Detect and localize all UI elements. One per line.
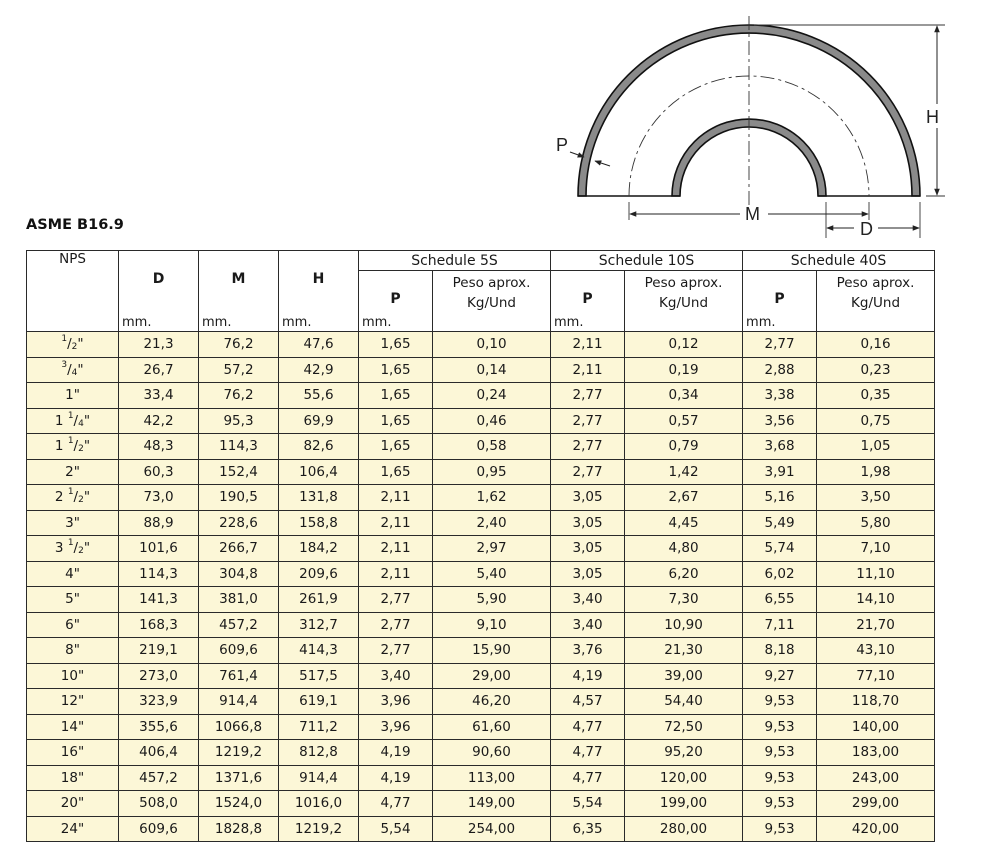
cell-p-10s: 4,77 [551, 765, 625, 791]
cell-weight-40s: 11,10 [817, 561, 935, 587]
table-row [27, 383, 935, 409]
cell-weight-10s: 0,19 [625, 357, 743, 383]
cell-weight-5s: 0,14 [433, 357, 551, 383]
cell-h: 184,2 [279, 536, 359, 562]
cell-weight-10s: 0,34 [625, 383, 743, 409]
cell-weight-10s: 1,42 [625, 459, 743, 485]
cell-h: 209,6 [279, 561, 359, 587]
cell-m: 1524,0 [199, 791, 279, 817]
cell-d: 33,4 [119, 383, 199, 409]
cell-weight-10s: 39,00 [625, 663, 743, 689]
cell-m: 57,2 [199, 357, 279, 383]
cell-p-40s: 5,74 [743, 536, 817, 562]
cell-p-5s: 2,11 [359, 536, 433, 562]
cell-p-10s: 3,05 [551, 561, 625, 587]
cell-m: 152,4 [199, 459, 279, 485]
cell-m: 76,2 [199, 332, 279, 358]
cell-d: 141,3 [119, 587, 199, 613]
table-row [27, 408, 935, 434]
cell-p-5s: 1,65 [359, 408, 433, 434]
cell-p-5s: 1,65 [359, 459, 433, 485]
cell-nps: 1 $^1$/4" [27, 408, 119, 434]
table-row [27, 740, 935, 766]
cell-m: 1219,2 [199, 740, 279, 766]
cell-h: 914,4 [279, 765, 359, 791]
cell-m: 1066,8 [199, 714, 279, 740]
dimension-d-label: D [860, 219, 873, 239]
cell-m: 76,2 [199, 383, 279, 409]
cell-d: 168,3 [119, 612, 199, 638]
cell-p-10s: 2,77 [551, 408, 625, 434]
cell-p-10s: 4,19 [551, 663, 625, 689]
cell-h: 812,8 [279, 740, 359, 766]
cell-p-40s: 7,11 [743, 612, 817, 638]
cell-m: 457,2 [199, 612, 279, 638]
dimension-h-label: H [926, 107, 939, 127]
cell-weight-5s: 29,00 [433, 663, 551, 689]
cell-p-10s: 2,77 [551, 459, 625, 485]
cell-weight-5s: 61,60 [433, 714, 551, 740]
cell-p-5s: 3,40 [359, 663, 433, 689]
cell-p-40s: 9,53 [743, 689, 817, 715]
cell-h: 261,9 [279, 587, 359, 613]
cell-p-5s: 2,77 [359, 612, 433, 638]
cell-nps: 2 $^1$/2" [27, 485, 119, 511]
cell-nps: 6" [27, 612, 119, 638]
cell-weight-10s: 72,50 [625, 714, 743, 740]
cell-weight-10s: 21,30 [625, 638, 743, 664]
cell-m: 1828,8 [199, 816, 279, 842]
cell-p-5s: 1,65 [359, 332, 433, 358]
table-row [27, 612, 935, 638]
table-row [27, 434, 935, 460]
cell-p-40s: 9,53 [743, 791, 817, 817]
cell-d: 42,2 [119, 408, 199, 434]
cell-weight-10s: 0,79 [625, 434, 743, 460]
cell-m: 1371,6 [199, 765, 279, 791]
cell-p-10s: 5,54 [551, 791, 625, 817]
cell-p-40s: 5,16 [743, 485, 817, 511]
cell-weight-10s: 199,00 [625, 791, 743, 817]
cell-p-10s: 2,77 [551, 434, 625, 460]
cell-weight-10s: 95,20 [625, 740, 743, 766]
standard-title: ASME B16.9 [26, 217, 124, 233]
cell-p-5s: 4,19 [359, 740, 433, 766]
cell-nps: 20" [27, 791, 119, 817]
cell-weight-40s: 0,16 [817, 332, 935, 358]
cell-p-40s: 2,88 [743, 357, 817, 383]
cell-p-5s: 1,65 [359, 383, 433, 409]
cell-h: 158,8 [279, 510, 359, 536]
cell-p-40s: 9,53 [743, 816, 817, 842]
cell-nps: 2" [27, 459, 119, 485]
cell-nps: 8" [27, 638, 119, 664]
cell-nps: 3" [27, 510, 119, 536]
cell-weight-10s: 6,20 [625, 561, 743, 587]
cell-p-5s: 2,11 [359, 485, 433, 511]
cell-p-5s: 2,77 [359, 587, 433, 613]
cell-d: 48,3 [119, 434, 199, 460]
cell-weight-40s: 299,00 [817, 791, 935, 817]
header-p-5s: P mm. [359, 271, 433, 332]
dimension-table [26, 250, 935, 842]
cell-m: 914,4 [199, 689, 279, 715]
cell-p-40s: 5,49 [743, 510, 817, 536]
cell-p-40s: 3,68 [743, 434, 817, 460]
cell-nps: 12" [27, 689, 119, 715]
header-nps: NPS [27, 251, 119, 332]
cell-weight-40s: 420,00 [817, 816, 935, 842]
cell-weight-5s: 9,10 [433, 612, 551, 638]
cell-d: 101,6 [119, 536, 199, 562]
table-row [27, 459, 935, 485]
cell-weight-40s: 3,50 [817, 485, 935, 511]
cell-h: 619,1 [279, 689, 359, 715]
cell-nps: $^1$/2" [27, 332, 119, 358]
cell-p-5s: 4,19 [359, 765, 433, 791]
cell-weight-5s: 2,40 [433, 510, 551, 536]
cell-h: 414,3 [279, 638, 359, 664]
cell-weight-5s: 0,46 [433, 408, 551, 434]
cell-p-5s: 5,54 [359, 816, 433, 842]
cell-weight-10s: 7,30 [625, 587, 743, 613]
cell-d: 26,7 [119, 357, 199, 383]
cell-weight-10s: 4,80 [625, 536, 743, 562]
table-row [27, 714, 935, 740]
cell-weight-5s: 5,90 [433, 587, 551, 613]
cell-weight-10s: 120,00 [625, 765, 743, 791]
cell-h: 47,6 [279, 332, 359, 358]
cell-p-10s: 3,05 [551, 510, 625, 536]
cell-m: 190,5 [199, 485, 279, 511]
cell-weight-5s: 0,24 [433, 383, 551, 409]
cell-p-5s: 2,77 [359, 638, 433, 664]
cell-h: 82,6 [279, 434, 359, 460]
cell-d: 406,4 [119, 740, 199, 766]
table-row [27, 485, 935, 511]
cell-m: 114,3 [199, 434, 279, 460]
cell-h: 55,6 [279, 383, 359, 409]
cell-nps: 1" [27, 383, 119, 409]
cell-weight-5s: 90,60 [433, 740, 551, 766]
cell-nps: 1 $^1$/2" [27, 434, 119, 460]
cell-p-5s: 3,96 [359, 714, 433, 740]
cell-weight-10s: 280,00 [625, 816, 743, 842]
cell-p-40s: 9,27 [743, 663, 817, 689]
cell-d: 323,9 [119, 689, 199, 715]
cell-d: 355,6 [119, 714, 199, 740]
header-m: M mm. [199, 251, 279, 332]
cell-d: 219,1 [119, 638, 199, 664]
cell-m: 304,8 [199, 561, 279, 587]
return-bend-diagram [540, 6, 995, 242]
header-weight-5s: Peso aprox. Kg/Und [433, 271, 551, 332]
table-row [27, 587, 935, 613]
table-row [27, 791, 935, 817]
cell-weight-40s: 0,35 [817, 383, 935, 409]
cell-weight-10s: 0,12 [625, 332, 743, 358]
cell-weight-5s: 15,90 [433, 638, 551, 664]
table-row [27, 510, 935, 536]
cell-weight-5s: 5,40 [433, 561, 551, 587]
header-p-40s: P mm. [743, 271, 817, 332]
cell-p-5s: 2,11 [359, 510, 433, 536]
cell-weight-40s: 140,00 [817, 714, 935, 740]
cell-p-10s: 2,77 [551, 383, 625, 409]
cell-h: 711,2 [279, 714, 359, 740]
cell-weight-40s: 7,10 [817, 536, 935, 562]
table-body [27, 332, 935, 842]
cell-p-10s: 2,11 [551, 332, 625, 358]
cell-nps: 24" [27, 816, 119, 842]
table-row [27, 332, 935, 358]
cell-d: 60,3 [119, 459, 199, 485]
dimension-p-label: P [556, 135, 569, 155]
cell-weight-40s: 183,00 [817, 740, 935, 766]
cell-d: 73,0 [119, 485, 199, 511]
cell-d: 609,6 [119, 816, 199, 842]
cell-weight-40s: 77,10 [817, 663, 935, 689]
cell-weight-10s: 4,45 [625, 510, 743, 536]
cell-nps: 4" [27, 561, 119, 587]
cell-h: 69,9 [279, 408, 359, 434]
cell-p-10s: 4,57 [551, 689, 625, 715]
cell-weight-40s: 43,10 [817, 638, 935, 664]
cell-p-10s: 4,77 [551, 714, 625, 740]
cell-p-10s: 3,40 [551, 587, 625, 613]
table-row [27, 357, 935, 383]
cell-h: 131,8 [279, 485, 359, 511]
header-schedule-5s: Schedule 5S [359, 251, 551, 271]
cell-weight-5s: 2,97 [433, 536, 551, 562]
cell-weight-40s: 21,70 [817, 612, 935, 638]
cell-d: 21,3 [119, 332, 199, 358]
cell-p-40s: 9,53 [743, 740, 817, 766]
cell-p-40s: 3,56 [743, 408, 817, 434]
cell-h: 312,7 [279, 612, 359, 638]
cell-weight-5s: 149,00 [433, 791, 551, 817]
cell-p-40s: 6,02 [743, 561, 817, 587]
cell-p-5s: 1,65 [359, 434, 433, 460]
cell-p-40s: 3,91 [743, 459, 817, 485]
cell-h: 517,5 [279, 663, 359, 689]
table-row [27, 638, 935, 664]
cell-nps: 14" [27, 714, 119, 740]
cell-d: 457,2 [119, 765, 199, 791]
cell-d: 273,0 [119, 663, 199, 689]
cell-nps: 16" [27, 740, 119, 766]
header-d: D mm. [119, 251, 199, 332]
cell-m: 761,4 [199, 663, 279, 689]
cell-weight-40s: 5,80 [817, 510, 935, 536]
cell-weight-40s: 118,70 [817, 689, 935, 715]
cell-nps: 5" [27, 587, 119, 613]
header-p-10s: P mm. [551, 271, 625, 332]
table-row [27, 561, 935, 587]
cell-weight-10s: 54,40 [625, 689, 743, 715]
cell-h: 42,9 [279, 357, 359, 383]
header-schedule-40s: Schedule 40S [743, 251, 935, 271]
cell-d: 114,3 [119, 561, 199, 587]
cell-weight-40s: 243,00 [817, 765, 935, 791]
cell-weight-5s: 0,58 [433, 434, 551, 460]
table-header [27, 251, 935, 332]
header-h: H mm. [279, 251, 359, 332]
cell-nps: 18" [27, 765, 119, 791]
header-schedule-10s: Schedule 10S [551, 251, 743, 271]
cell-weight-5s: 1,62 [433, 485, 551, 511]
dimension-m-label: M [745, 204, 760, 224]
cell-h: 106,4 [279, 459, 359, 485]
cell-p-10s: 4,77 [551, 740, 625, 766]
cell-p-5s: 4,77 [359, 791, 433, 817]
cell-p-40s: 3,38 [743, 383, 817, 409]
table-row [27, 663, 935, 689]
cell-m: 228,6 [199, 510, 279, 536]
cell-weight-10s: 0,57 [625, 408, 743, 434]
cell-m: 95,3 [199, 408, 279, 434]
table-row [27, 689, 935, 715]
cell-weight-5s: 0,10 [433, 332, 551, 358]
cell-p-10s: 2,11 [551, 357, 625, 383]
cell-weight-40s: 1,05 [817, 434, 935, 460]
cell-m: 609,6 [199, 638, 279, 664]
cell-p-5s: 3,96 [359, 689, 433, 715]
cell-p-10s: 3,76 [551, 638, 625, 664]
cell-nps: 3 $^1$/2" [27, 536, 119, 562]
cell-h: 1219,2 [279, 816, 359, 842]
cell-p-10s: 3,05 [551, 536, 625, 562]
cell-weight-40s: 1,98 [817, 459, 935, 485]
cell-p-10s: 6,35 [551, 816, 625, 842]
table-row [27, 816, 935, 842]
cell-d: 88,9 [119, 510, 199, 536]
cell-weight-5s: 0,95 [433, 459, 551, 485]
cell-p-10s: 3,40 [551, 612, 625, 638]
cell-d: 508,0 [119, 791, 199, 817]
cell-weight-40s: 0,23 [817, 357, 935, 383]
cell-weight-5s: 46,20 [433, 689, 551, 715]
cell-weight-10s: 2,67 [625, 485, 743, 511]
table-row [27, 765, 935, 791]
header-weight-40s: Peso aprox. Kg/Und [817, 271, 935, 332]
cell-p-40s: 9,53 [743, 765, 817, 791]
cell-p-10s: 3,05 [551, 485, 625, 511]
cell-weight-40s: 0,75 [817, 408, 935, 434]
cell-weight-5s: 113,00 [433, 765, 551, 791]
cell-p-40s: 6,55 [743, 587, 817, 613]
cell-p-40s: 2,77 [743, 332, 817, 358]
cell-p-40s: 9,53 [743, 714, 817, 740]
header-weight-10s: Peso aprox. Kg/Und [625, 271, 743, 332]
return-bend-drawing [540, 6, 995, 242]
cell-m: 381,0 [199, 587, 279, 613]
cell-weight-10s: 10,90 [625, 612, 743, 638]
cell-h: 1016,0 [279, 791, 359, 817]
cell-nps: 10" [27, 663, 119, 689]
cell-nps: $^3$/4" [27, 357, 119, 383]
cell-p-5s: 2,11 [359, 561, 433, 587]
cell-m: 266,7 [199, 536, 279, 562]
cell-p-5s: 1,65 [359, 357, 433, 383]
cell-weight-5s: 254,00 [433, 816, 551, 842]
cell-weight-40s: 14,10 [817, 587, 935, 613]
cell-p-40s: 8,18 [743, 638, 817, 664]
table-row [27, 536, 935, 562]
